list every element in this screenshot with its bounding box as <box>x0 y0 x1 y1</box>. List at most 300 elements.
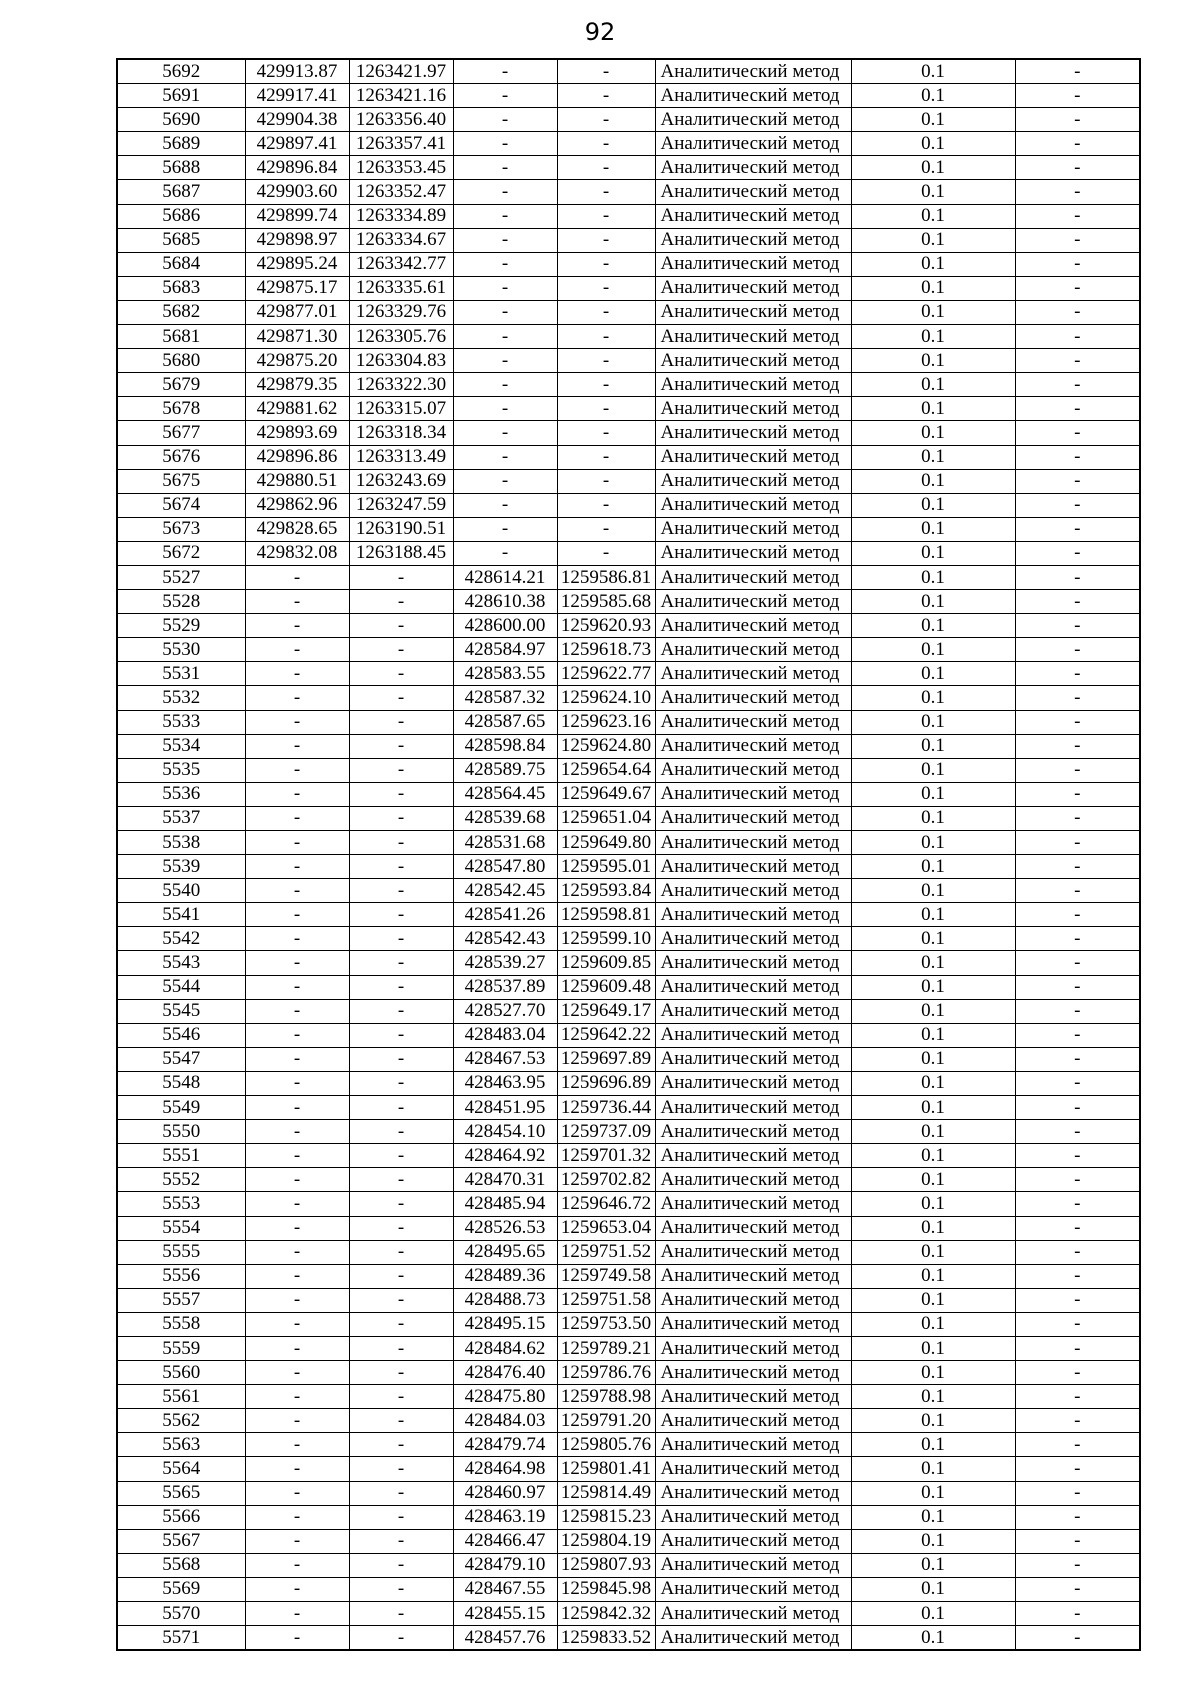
x-old-cell: - <box>245 758 349 782</box>
point-number-cell: 5690 <box>117 108 245 132</box>
note-cell: - <box>1015 108 1140 132</box>
method-name-cell: Аналитический метод <box>655 1336 851 1360</box>
note-cell: - <box>1015 1023 1140 1047</box>
method-name-cell: Аналитический метод <box>655 1192 851 1216</box>
x-new-cell: - <box>453 132 557 156</box>
y-new-cell: - <box>557 325 655 349</box>
point-number-cell: 5557 <box>117 1288 245 1312</box>
x-new-cell: - <box>453 300 557 324</box>
y-new-cell: 1259653.04 <box>557 1216 655 1240</box>
y-old-cell: - <box>349 951 453 975</box>
point-number-cell: 5546 <box>117 1023 245 1047</box>
y-new-cell: 1259697.89 <box>557 1047 655 1071</box>
y-new-cell: - <box>557 132 655 156</box>
method-name-cell: Аналитический метод <box>655 1120 851 1144</box>
method-name-cell: Аналитический метод <box>655 108 851 132</box>
accuracy-cell: 0.1 <box>851 1071 1015 1095</box>
y-new-cell: 1259791.20 <box>557 1409 655 1433</box>
y-new-cell: 1259701.32 <box>557 1144 655 1168</box>
accuracy-cell: 0.1 <box>851 927 1015 951</box>
point-number-cell: 5682 <box>117 300 245 324</box>
point-number-cell: 5544 <box>117 975 245 999</box>
y-old-cell: - <box>349 686 453 710</box>
point-number-cell: 5685 <box>117 228 245 252</box>
accuracy-cell: 0.1 <box>851 590 1015 614</box>
x-new-cell: - <box>453 373 557 397</box>
table-row <box>117 373 1140 397</box>
accuracy-cell: 0.1 <box>851 879 1015 903</box>
point-number-cell: 5560 <box>117 1361 245 1385</box>
point-number-cell: 5567 <box>117 1529 245 1553</box>
accuracy-cell: 0.1 <box>851 1192 1015 1216</box>
point-number-cell: 5688 <box>117 156 245 180</box>
point-number-cell: 5551 <box>117 1144 245 1168</box>
accuracy-cell: 0.1 <box>851 565 1015 589</box>
x-old-cell: 429877.01 <box>245 300 349 324</box>
y-old-cell: - <box>349 758 453 782</box>
accuracy-cell: 0.1 <box>851 469 1015 493</box>
method-name-cell: Аналитический метод <box>655 806 851 830</box>
x-new-cell: - <box>453 493 557 517</box>
y-new-cell: 1259598.81 <box>557 903 655 927</box>
accuracy-cell: 0.1 <box>851 252 1015 276</box>
note-cell: - <box>1015 1071 1140 1095</box>
y-new-cell: 1259696.89 <box>557 1071 655 1095</box>
note-cell: - <box>1015 493 1140 517</box>
x-new-cell: 428451.95 <box>453 1096 557 1120</box>
y-new-cell: 1259649.80 <box>557 831 655 855</box>
note-cell: - <box>1015 975 1140 999</box>
point-number-cell: 5677 <box>117 421 245 445</box>
y-old-cell: - <box>349 1602 453 1626</box>
point-number-cell: 5552 <box>117 1168 245 1192</box>
method-name-cell: Аналитический метод <box>655 300 851 324</box>
y-new-cell: 1259786.76 <box>557 1361 655 1385</box>
x-new-cell: 428475.80 <box>453 1385 557 1409</box>
x-old-cell: - <box>245 565 349 589</box>
point-number-cell: 5680 <box>117 349 245 373</box>
point-number-cell: 5558 <box>117 1312 245 1336</box>
note-cell: - <box>1015 1602 1140 1626</box>
point-number-cell: 5539 <box>117 855 245 879</box>
y-new-cell: - <box>557 517 655 541</box>
point-number-cell: 5541 <box>117 903 245 927</box>
y-new-cell: 1259624.10 <box>557 686 655 710</box>
accuracy-cell: 0.1 <box>851 999 1015 1023</box>
note-cell: - <box>1015 1336 1140 1360</box>
y-old-cell: 1263243.69 <box>349 469 453 493</box>
note-cell: - <box>1015 1288 1140 1312</box>
accuracy-cell: 0.1 <box>851 1409 1015 1433</box>
y-old-cell: - <box>349 1385 453 1409</box>
point-number-cell: 5683 <box>117 276 245 300</box>
y-new-cell: 1259609.48 <box>557 975 655 999</box>
x-new-cell: 428454.10 <box>453 1120 557 1144</box>
x-new-cell: - <box>453 228 557 252</box>
y-new-cell: 1259649.67 <box>557 782 655 806</box>
table-row <box>117 349 1140 373</box>
method-name-cell: Аналитический метод <box>655 180 851 204</box>
x-new-cell: 428489.36 <box>453 1264 557 1288</box>
y-old-cell: - <box>349 879 453 903</box>
x-old-cell: - <box>245 1433 349 1457</box>
y-old-cell: - <box>349 614 453 638</box>
y-old-cell: 1263335.61 <box>349 276 453 300</box>
x-old-cell: 429881.62 <box>245 397 349 421</box>
table-row <box>117 397 1140 421</box>
note-cell: - <box>1015 831 1140 855</box>
table-row <box>117 1096 1140 1120</box>
point-number-cell: 5543 <box>117 951 245 975</box>
accuracy-cell: 0.1 <box>851 1144 1015 1168</box>
x-new-cell: 428614.21 <box>453 565 557 589</box>
x-old-cell: - <box>245 734 349 758</box>
note-cell: - <box>1015 1216 1140 1240</box>
y-old-cell: - <box>349 1144 453 1168</box>
point-number-cell: 5569 <box>117 1577 245 1601</box>
y-old-cell: - <box>349 1264 453 1288</box>
note-cell: - <box>1015 1168 1140 1192</box>
table-row <box>117 59 1140 84</box>
method-name-cell: Аналитический метод <box>655 1264 851 1288</box>
x-new-cell: 428455.15 <box>453 1602 557 1626</box>
method-name-cell: Аналитический метод <box>655 84 851 108</box>
x-new-cell: 428598.84 <box>453 734 557 758</box>
x-old-cell: 429832.08 <box>245 541 349 565</box>
accuracy-cell: 0.1 <box>851 493 1015 517</box>
x-new-cell: - <box>453 156 557 180</box>
note-cell: - <box>1015 373 1140 397</box>
x-new-cell: - <box>453 180 557 204</box>
table-row <box>117 1264 1140 1288</box>
note-cell: - <box>1015 180 1140 204</box>
table-row <box>117 156 1140 180</box>
table-row <box>117 1168 1140 1192</box>
note-cell: - <box>1015 300 1140 324</box>
y-old-cell: - <box>349 638 453 662</box>
table-row <box>117 1385 1140 1409</box>
note-cell: - <box>1015 325 1140 349</box>
table-row <box>117 1023 1140 1047</box>
point-number-cell: 5681 <box>117 325 245 349</box>
y-new-cell: - <box>557 156 655 180</box>
method-name-cell: Аналитический метод <box>655 276 851 300</box>
y-old-cell: 1263190.51 <box>349 517 453 541</box>
table-row <box>117 831 1140 855</box>
y-new-cell: - <box>557 397 655 421</box>
y-new-cell: 1259737.09 <box>557 1120 655 1144</box>
note-cell: - <box>1015 1553 1140 1577</box>
y-new-cell: - <box>557 180 655 204</box>
point-number-cell: 5549 <box>117 1096 245 1120</box>
method-name-cell: Аналитический метод <box>655 228 851 252</box>
y-old-cell: - <box>349 710 453 734</box>
table-row <box>117 1529 1140 1553</box>
x-new-cell: 428526.53 <box>453 1216 557 1240</box>
method-name-cell: Аналитический метод <box>655 132 851 156</box>
coordinates-table <box>116 58 1141 1651</box>
point-number-cell: 5565 <box>117 1481 245 1505</box>
point-number-cell: 5530 <box>117 638 245 662</box>
note-cell: - <box>1015 59 1140 84</box>
x-old-cell: - <box>245 855 349 879</box>
y-new-cell: 1259788.98 <box>557 1385 655 1409</box>
note-cell: - <box>1015 132 1140 156</box>
method-name-cell: Аналитический метод <box>655 1529 851 1553</box>
y-old-cell: - <box>349 1361 453 1385</box>
y-old-cell: - <box>349 1023 453 1047</box>
note-cell: - <box>1015 517 1140 541</box>
y-old-cell: - <box>349 1481 453 1505</box>
accuracy-cell: 0.1 <box>851 975 1015 999</box>
x-old-cell: 429904.38 <box>245 108 349 132</box>
x-new-cell: 428587.65 <box>453 710 557 734</box>
method-name-cell: Аналитический метод <box>655 1577 851 1601</box>
method-name-cell: Аналитический метод <box>655 1071 851 1095</box>
y-new-cell: 1259736.44 <box>557 1096 655 1120</box>
accuracy-cell: 0.1 <box>851 638 1015 662</box>
table-row <box>117 1457 1140 1481</box>
point-number-cell: 5548 <box>117 1071 245 1095</box>
accuracy-cell: 0.1 <box>851 108 1015 132</box>
point-number-cell: 5571 <box>117 1626 245 1651</box>
point-number-cell: 5545 <box>117 999 245 1023</box>
x-old-cell: - <box>245 1240 349 1264</box>
x-new-cell: 428583.55 <box>453 662 557 686</box>
x-new-cell: 428479.10 <box>453 1553 557 1577</box>
y-new-cell: 1259586.81 <box>557 565 655 589</box>
x-new-cell: 428464.98 <box>453 1457 557 1481</box>
x-new-cell: - <box>453 349 557 373</box>
method-name-cell: Аналитический метод <box>655 710 851 734</box>
x-new-cell: 428470.31 <box>453 1168 557 1192</box>
accuracy-cell: 0.1 <box>851 1047 1015 1071</box>
accuracy-cell: 0.1 <box>851 349 1015 373</box>
y-new-cell: 1259618.73 <box>557 638 655 662</box>
x-old-cell: - <box>245 1529 349 1553</box>
table-row <box>117 421 1140 445</box>
y-new-cell: 1259804.19 <box>557 1529 655 1553</box>
x-new-cell: 428542.43 <box>453 927 557 951</box>
y-new-cell: 1259620.93 <box>557 614 655 638</box>
x-old-cell: - <box>245 1096 349 1120</box>
accuracy-cell: 0.1 <box>851 156 1015 180</box>
table-row <box>117 951 1140 975</box>
x-new-cell: 428539.27 <box>453 951 557 975</box>
note-cell: - <box>1015 204 1140 228</box>
y-new-cell: 1259833.52 <box>557 1626 655 1651</box>
accuracy-cell: 0.1 <box>851 132 1015 156</box>
method-name-cell: Аналитический метод <box>655 879 851 903</box>
y-old-cell: - <box>349 1096 453 1120</box>
y-new-cell: 1259805.76 <box>557 1433 655 1457</box>
y-new-cell: - <box>557 541 655 565</box>
x-new-cell: 428483.04 <box>453 1023 557 1047</box>
note-cell: - <box>1015 1192 1140 1216</box>
y-old-cell: 1263313.49 <box>349 445 453 469</box>
note-cell: - <box>1015 156 1140 180</box>
point-number-cell: 5538 <box>117 831 245 855</box>
x-new-cell: 428484.62 <box>453 1336 557 1360</box>
table-row <box>117 1071 1140 1095</box>
note-cell: - <box>1015 1312 1140 1336</box>
x-new-cell: 428600.00 <box>453 614 557 638</box>
y-old-cell: - <box>349 1288 453 1312</box>
x-new-cell: - <box>453 84 557 108</box>
y-new-cell: 1259646.72 <box>557 1192 655 1216</box>
note-cell: - <box>1015 1529 1140 1553</box>
table-row <box>117 1047 1140 1071</box>
table-row <box>117 806 1140 830</box>
table-row <box>117 614 1140 638</box>
accuracy-cell: 0.1 <box>851 855 1015 879</box>
note-cell: - <box>1015 638 1140 662</box>
y-old-cell: 1263352.47 <box>349 180 453 204</box>
note-cell: - <box>1015 734 1140 758</box>
point-number-cell: 5527 <box>117 565 245 589</box>
x-old-cell: - <box>245 1264 349 1288</box>
y-old-cell: - <box>349 1216 453 1240</box>
note-cell: - <box>1015 1409 1140 1433</box>
y-old-cell: - <box>349 782 453 806</box>
y-old-cell: - <box>349 1047 453 1071</box>
y-new-cell: 1259702.82 <box>557 1168 655 1192</box>
y-old-cell: 1263357.41 <box>349 132 453 156</box>
method-name-cell: Аналитический метод <box>655 1168 851 1192</box>
point-number-cell: 5555 <box>117 1240 245 1264</box>
y-new-cell: - <box>557 349 655 373</box>
method-name-cell: Аналитический метод <box>655 1023 851 1047</box>
accuracy-cell: 0.1 <box>851 59 1015 84</box>
x-old-cell: - <box>245 782 349 806</box>
y-new-cell: - <box>557 84 655 108</box>
point-number-cell: 5529 <box>117 614 245 638</box>
point-number-cell: 5570 <box>117 1602 245 1626</box>
accuracy-cell: 0.1 <box>851 1457 1015 1481</box>
y-old-cell: - <box>349 1433 453 1457</box>
method-name-cell: Аналитический метод <box>655 831 851 855</box>
x-old-cell: - <box>245 999 349 1023</box>
note-cell: - <box>1015 1577 1140 1601</box>
accuracy-cell: 0.1 <box>851 84 1015 108</box>
method-name-cell: Аналитический метод <box>655 252 851 276</box>
point-number-cell: 5568 <box>117 1553 245 1577</box>
method-name-cell: Аналитический метод <box>655 373 851 397</box>
x-new-cell: 428495.15 <box>453 1312 557 1336</box>
x-new-cell: 428589.75 <box>453 758 557 782</box>
y-new-cell: 1259624.80 <box>557 734 655 758</box>
x-new-cell: 428541.26 <box>453 903 557 927</box>
note-cell: - <box>1015 469 1140 493</box>
method-name-cell: Аналитический метод <box>655 421 851 445</box>
accuracy-cell: 0.1 <box>851 1336 1015 1360</box>
method-name-cell: Аналитический метод <box>655 325 851 349</box>
table-row <box>117 782 1140 806</box>
y-old-cell: - <box>349 855 453 879</box>
x-new-cell: - <box>453 276 557 300</box>
y-old-cell: 1263322.30 <box>349 373 453 397</box>
y-old-cell: 1263247.59 <box>349 493 453 517</box>
x-new-cell: 428587.32 <box>453 686 557 710</box>
x-old-cell: - <box>245 927 349 951</box>
method-name-cell: Аналитический метод <box>655 855 851 879</box>
x-new-cell: - <box>453 445 557 469</box>
y-new-cell: 1259654.64 <box>557 758 655 782</box>
note-cell: - <box>1015 1264 1140 1288</box>
table-row <box>117 493 1140 517</box>
y-old-cell: 1263334.67 <box>349 228 453 252</box>
y-old-cell: - <box>349 1168 453 1192</box>
y-old-cell: - <box>349 1240 453 1264</box>
x-new-cell: 428467.55 <box>453 1577 557 1601</box>
point-number-cell: 5672 <box>117 541 245 565</box>
point-number-cell: 5675 <box>117 469 245 493</box>
note-cell: - <box>1015 999 1140 1023</box>
x-old-cell: - <box>245 903 349 927</box>
note-cell: - <box>1015 1240 1140 1264</box>
method-name-cell: Аналитический метод <box>655 1047 851 1071</box>
page-number: 92 <box>584 18 616 46</box>
coordinates-table-body <box>117 59 1140 1650</box>
table-row <box>117 1577 1140 1601</box>
x-old-cell: - <box>245 1553 349 1577</box>
x-new-cell: - <box>453 397 557 421</box>
y-new-cell: - <box>557 204 655 228</box>
accuracy-cell: 0.1 <box>851 1577 1015 1601</box>
y-old-cell: - <box>349 1192 453 1216</box>
point-number-cell: 5556 <box>117 1264 245 1288</box>
point-number-cell: 5534 <box>117 734 245 758</box>
accuracy-cell: 0.1 <box>851 1481 1015 1505</box>
y-old-cell: - <box>349 831 453 855</box>
x-new-cell: 428479.74 <box>453 1433 557 1457</box>
method-name-cell: Аналитический метод <box>655 1602 851 1626</box>
accuracy-cell: 0.1 <box>851 1553 1015 1577</box>
table-row <box>117 517 1140 541</box>
method-name-cell: Аналитический метод <box>655 1361 851 1385</box>
note-cell: - <box>1015 228 1140 252</box>
y-new-cell: 1259801.41 <box>557 1457 655 1481</box>
accuracy-cell: 0.1 <box>851 734 1015 758</box>
point-number-cell: 5679 <box>117 373 245 397</box>
method-name-cell: Аналитический метод <box>655 59 851 84</box>
table-row <box>117 1336 1140 1360</box>
accuracy-cell: 0.1 <box>851 806 1015 830</box>
x-old-cell: 429880.51 <box>245 469 349 493</box>
table-row <box>117 975 1140 999</box>
y-old-cell: 1263334.89 <box>349 204 453 228</box>
x-old-cell: - <box>245 1168 349 1192</box>
point-number-cell: 5533 <box>117 710 245 734</box>
y-new-cell: 1259623.16 <box>557 710 655 734</box>
table-row <box>117 325 1140 349</box>
x-old-cell: - <box>245 638 349 662</box>
accuracy-cell: 0.1 <box>851 517 1015 541</box>
method-name-cell: Аналитический метод <box>655 541 851 565</box>
x-old-cell: - <box>245 662 349 686</box>
method-name-cell: Аналитический метод <box>655 782 851 806</box>
note-cell: - <box>1015 541 1140 565</box>
x-old-cell: 429879.35 <box>245 373 349 397</box>
y-new-cell: 1259595.01 <box>557 855 655 879</box>
note-cell: - <box>1015 1481 1140 1505</box>
table-row <box>117 1626 1140 1651</box>
x-old-cell: - <box>245 614 349 638</box>
x-new-cell: 428584.97 <box>453 638 557 662</box>
note-cell: - <box>1015 879 1140 903</box>
x-old-cell: 429828.65 <box>245 517 349 541</box>
method-name-cell: Аналитический метод <box>655 758 851 782</box>
